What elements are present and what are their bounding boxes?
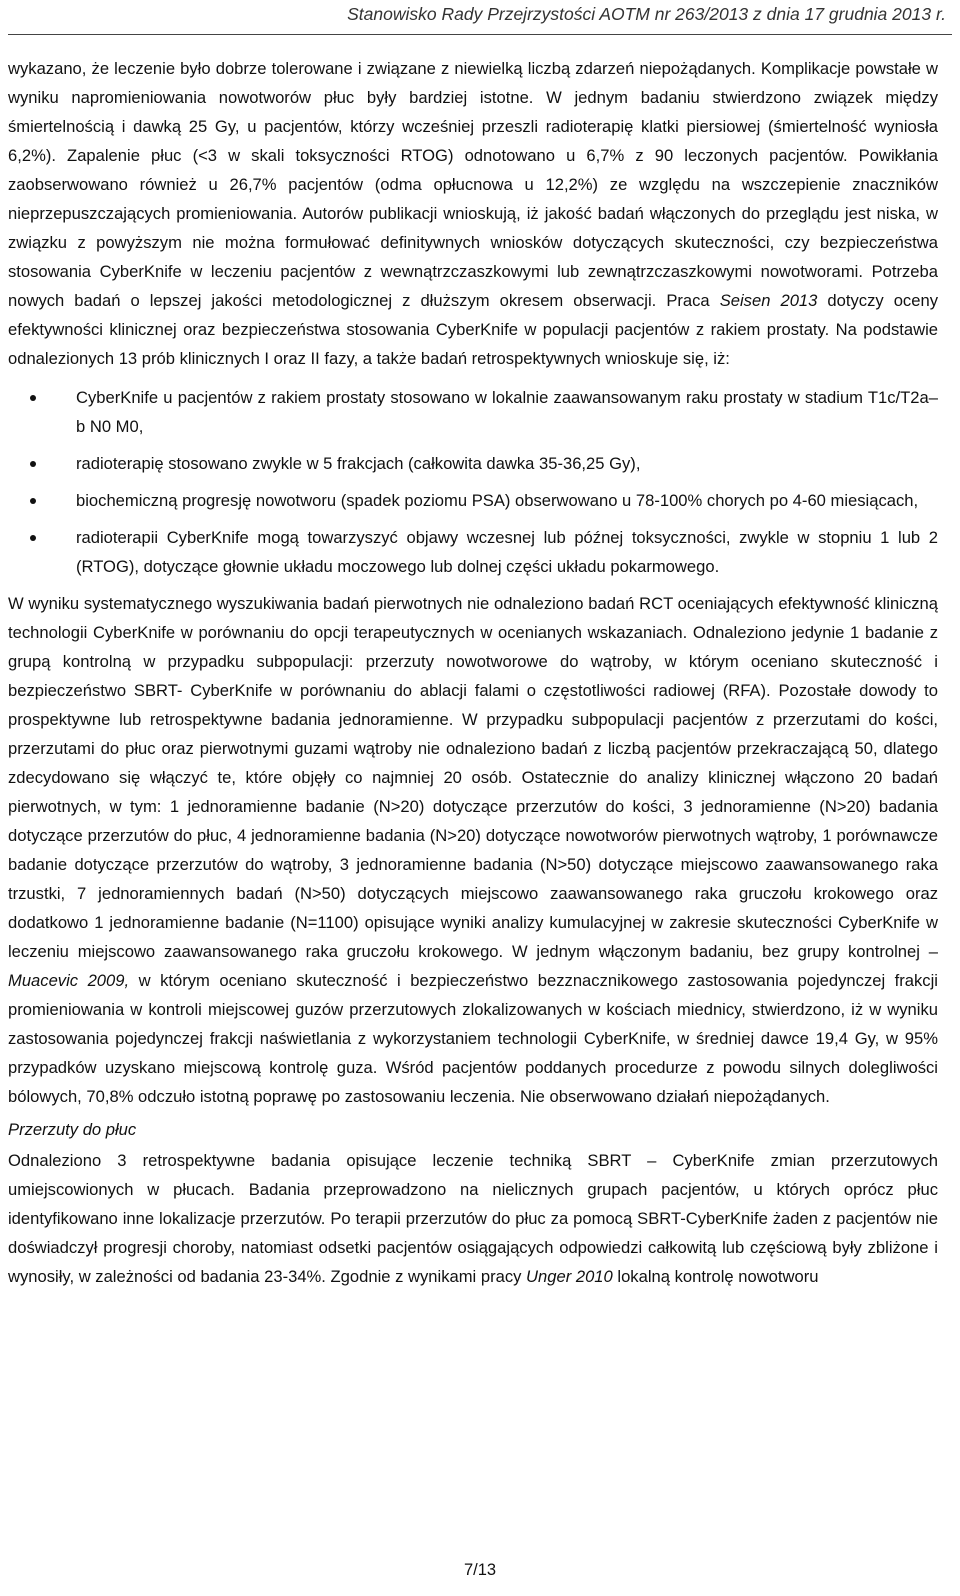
list-item [8, 449, 938, 478]
list-item-text: biochemiczną progresję nowotworu (spadek poziomu PSA) obserwowano u 78-100% chorych po 4-60 miesiącach, [76, 491, 919, 510]
paragraph-2-text: W wyniku systematycznego wyszukiwania badań pierwotnych nie odnaleziono badań RCT oceniających efektywność kliniczną technologii CyberKnife w porównaniu do opcji terapeutycznych w ocenianych wskazaniach. Odnaleziono jedynie 1 badanie z grupą kontrolną w przypadku subpopulacji: przerzuty nowotworowe do wątroby, w którym oceniano skuteczność i bezpieczeństwo SBRT- CyberKnife w porównaniu do ablacji falami o częstotliwości radiowej (RFA). Pozostałe dowody to prospektywne lub retrospektywne badania jednoramienne. W przypadku subpopulacji pacjentów z przerzutami do kości, przerzutami do płuc oraz pierwotnymi guzami wątroby nie odnaleziono badań z liczbą pacjentów przekraczającą 50, dlatego zdecydowano się włączyć te, które objęły co najmniej 20 osób. Ostatecznie do analizy klinicznej włączono 20 badań pierwotnych, w tym: 1 jednoramienne badanie (N>20) dotyczące przerzutów do kości, 3 jednoramienne (N>20) badania dotyczące przerzutów do płuc, 4 jednoramienne badania (N>20) dotyczące nowotworów pierwotnych wątroby, 1 porównawcze badanie dotyczące przerzutów do wątroby, 3 jednoramienne badania (N>50) dotyczące miejscowo zaawansowanego raka trzustki, 7 jednoramiennych badań (N>50) dotyczących miejscowo zaawansowanego raka gruczołu krokowego oraz dodatkowo 1 jednoramienne badanie (N=1100) opisujące wyniki analizy kumulacyjnej w zakresie skuteczności CyberKnife w leczeniu miejscowo zaawansowanego raka gruczołu krokowego. W jednym włączonym badaniu, bez grupy kontrolnej – [8, 594, 938, 961]
paragraph-3 [8, 1146, 938, 1291]
section-subheading: Przerzuty do płuc [8, 1120, 137, 1139]
header-divider [8, 34, 952, 35]
paragraph-1-text: wykazano, że leczenie było dobrze tolerowane i związane z niewielką liczbą zdarzeń niepożądanych. Komplikacje powstałe w wyniku napromieniowania nowotworów płuc były bardziej istotne. W jednym badaniu stwierdzono związek między śmiertelnością i dawką 25 Gy, u pacjentów, którzy wcześniej przeszli radioterapię klatki piersiowej (śmiertelność wyniosła 6,2%). Zapalenie płuc (<3 w skali toksyczności RTOG) odnotowano u 6,7% z 90 leczonych pacjentów. Powikłania zaobserwowano również u 26,7% pacjentów (odma opłucnowa u 12,2%) ze względu na wszczepienie znaczników nieprzepuszczających promieniowania. Autorów publikacji wnioskują, iż jakość badań włączonych do przeglądu jest niska, w związku z powyższym nie można formułować definitywnych wniosków dotyczących skuteczności, czy bezpieczeństwa stosowania CyberKnife w leczeniu pacjentów z wewnątrzczaszkowymi lub zewnątrzczaszkowymi nowotworami. Potrzeba nowych badań o lepszej jakości metodologicznej z dłuższym okresem obserwacji. Praca [8, 59, 938, 310]
bullet-list [8, 383, 938, 581]
bullet-icon [30, 461, 36, 467]
page-content [8, 54, 938, 1291]
list-item [8, 523, 938, 581]
list-item-text: radioterapii CyberKnife mogą towarzyszyć objawy wczesnej lub późnej toksyczności, zwykle w stopniu 1 lub 2 (RTOG), dotyczące głownie układu moczowego lub dolnej części układu pokarmowego. [76, 528, 938, 576]
bullet-icon [30, 535, 36, 541]
citation-unger: Unger 2010 [526, 1267, 613, 1286]
paragraph-1-text-after: dotyczy oceny efektywności klinicznej oraz bezpieczeństwa stosowania CyberKnife w populacji pacjentów z rakiem prostaty. Na podstawie odnalezionych 13 prób klinicznych I oraz II fazy, a także badań retrospektywnych wnioskuje się, iż: [8, 291, 938, 368]
page-header: Stanowisko Rady Przejrzystości AOTM nr 263/2013 z dnia 17 grudnia 2013 r. [347, 4, 946, 24]
paragraph-2-text-after: w którym oceniano skuteczność i bezpieczeństwo bezznacznikowego zastosowania pojedynczej frakcji promieniowania w kontroli miejscowej guzów przerzutowych zlokalizowanych w kościach miednicy, stwierdzono, iż w wyniku zastosowania pojedynczej frakcji naświetlania z wykorzystaniem technologii CyberKnife, w średniej dawce 19,4 Gy, w 95% przypadków uzyskano miejscową kontrolę guza. Wśród pacjentów poddanych procedurze z powodu silnych dolegliwości bólowych, 70,8% odczuło istotną poprawę po zastosowaniu leczenia. Nie obserwowano działań niepożądanych. [8, 971, 938, 1106]
bullet-icon [30, 498, 36, 504]
bullet-icon [30, 395, 36, 401]
paragraph-2 [8, 589, 938, 1111]
list-item-text: CyberKnife u pacjentów z rakiem prostaty stosowano w lokalnie zaawansowanym raku prostaty w stadium T1c/T2a–b N0 M0, [76, 388, 938, 436]
list-item [8, 383, 938, 441]
citation-seisen: Seisen 2013 [719, 291, 818, 310]
citation-muacevic: Muacevic 2009, [8, 971, 130, 990]
page-number: 7/13 [463, 1561, 497, 1579]
paragraph-1 [8, 54, 938, 373]
paragraph-3-text: Odnaleziono 3 retrospektywne badania opisujące leczenie techniką SBRT – CyberKnife zmian przerzutowych umiejscowionych w płucach. Badania przeprowadzono na nielicznych grupach pacjentów, u których oprócz płuc identyfikowano inne lokalizacje przerzutów. Po terapii przerzutów do płuc za pomocą SBRT-CyberKnife żaden z pacjentów nie doświadczył progresji choroby, natomiast odsetki pacjentów osiągających odpowiedzi całkowitą lub częściową były zbliżone i wynosiły, w zależności od badania 23-34%. Zgodnie z wynikami pracy [8, 1151, 938, 1286]
list-item [8, 486, 938, 515]
paragraph-3-text-after: lokalną kontrolę nowotworu [612, 1267, 819, 1286]
list-item-text: radioterapię stosowano zwykle w 5 frakcjach (całkowita dawka 35-36,25 Gy), [76, 454, 641, 473]
